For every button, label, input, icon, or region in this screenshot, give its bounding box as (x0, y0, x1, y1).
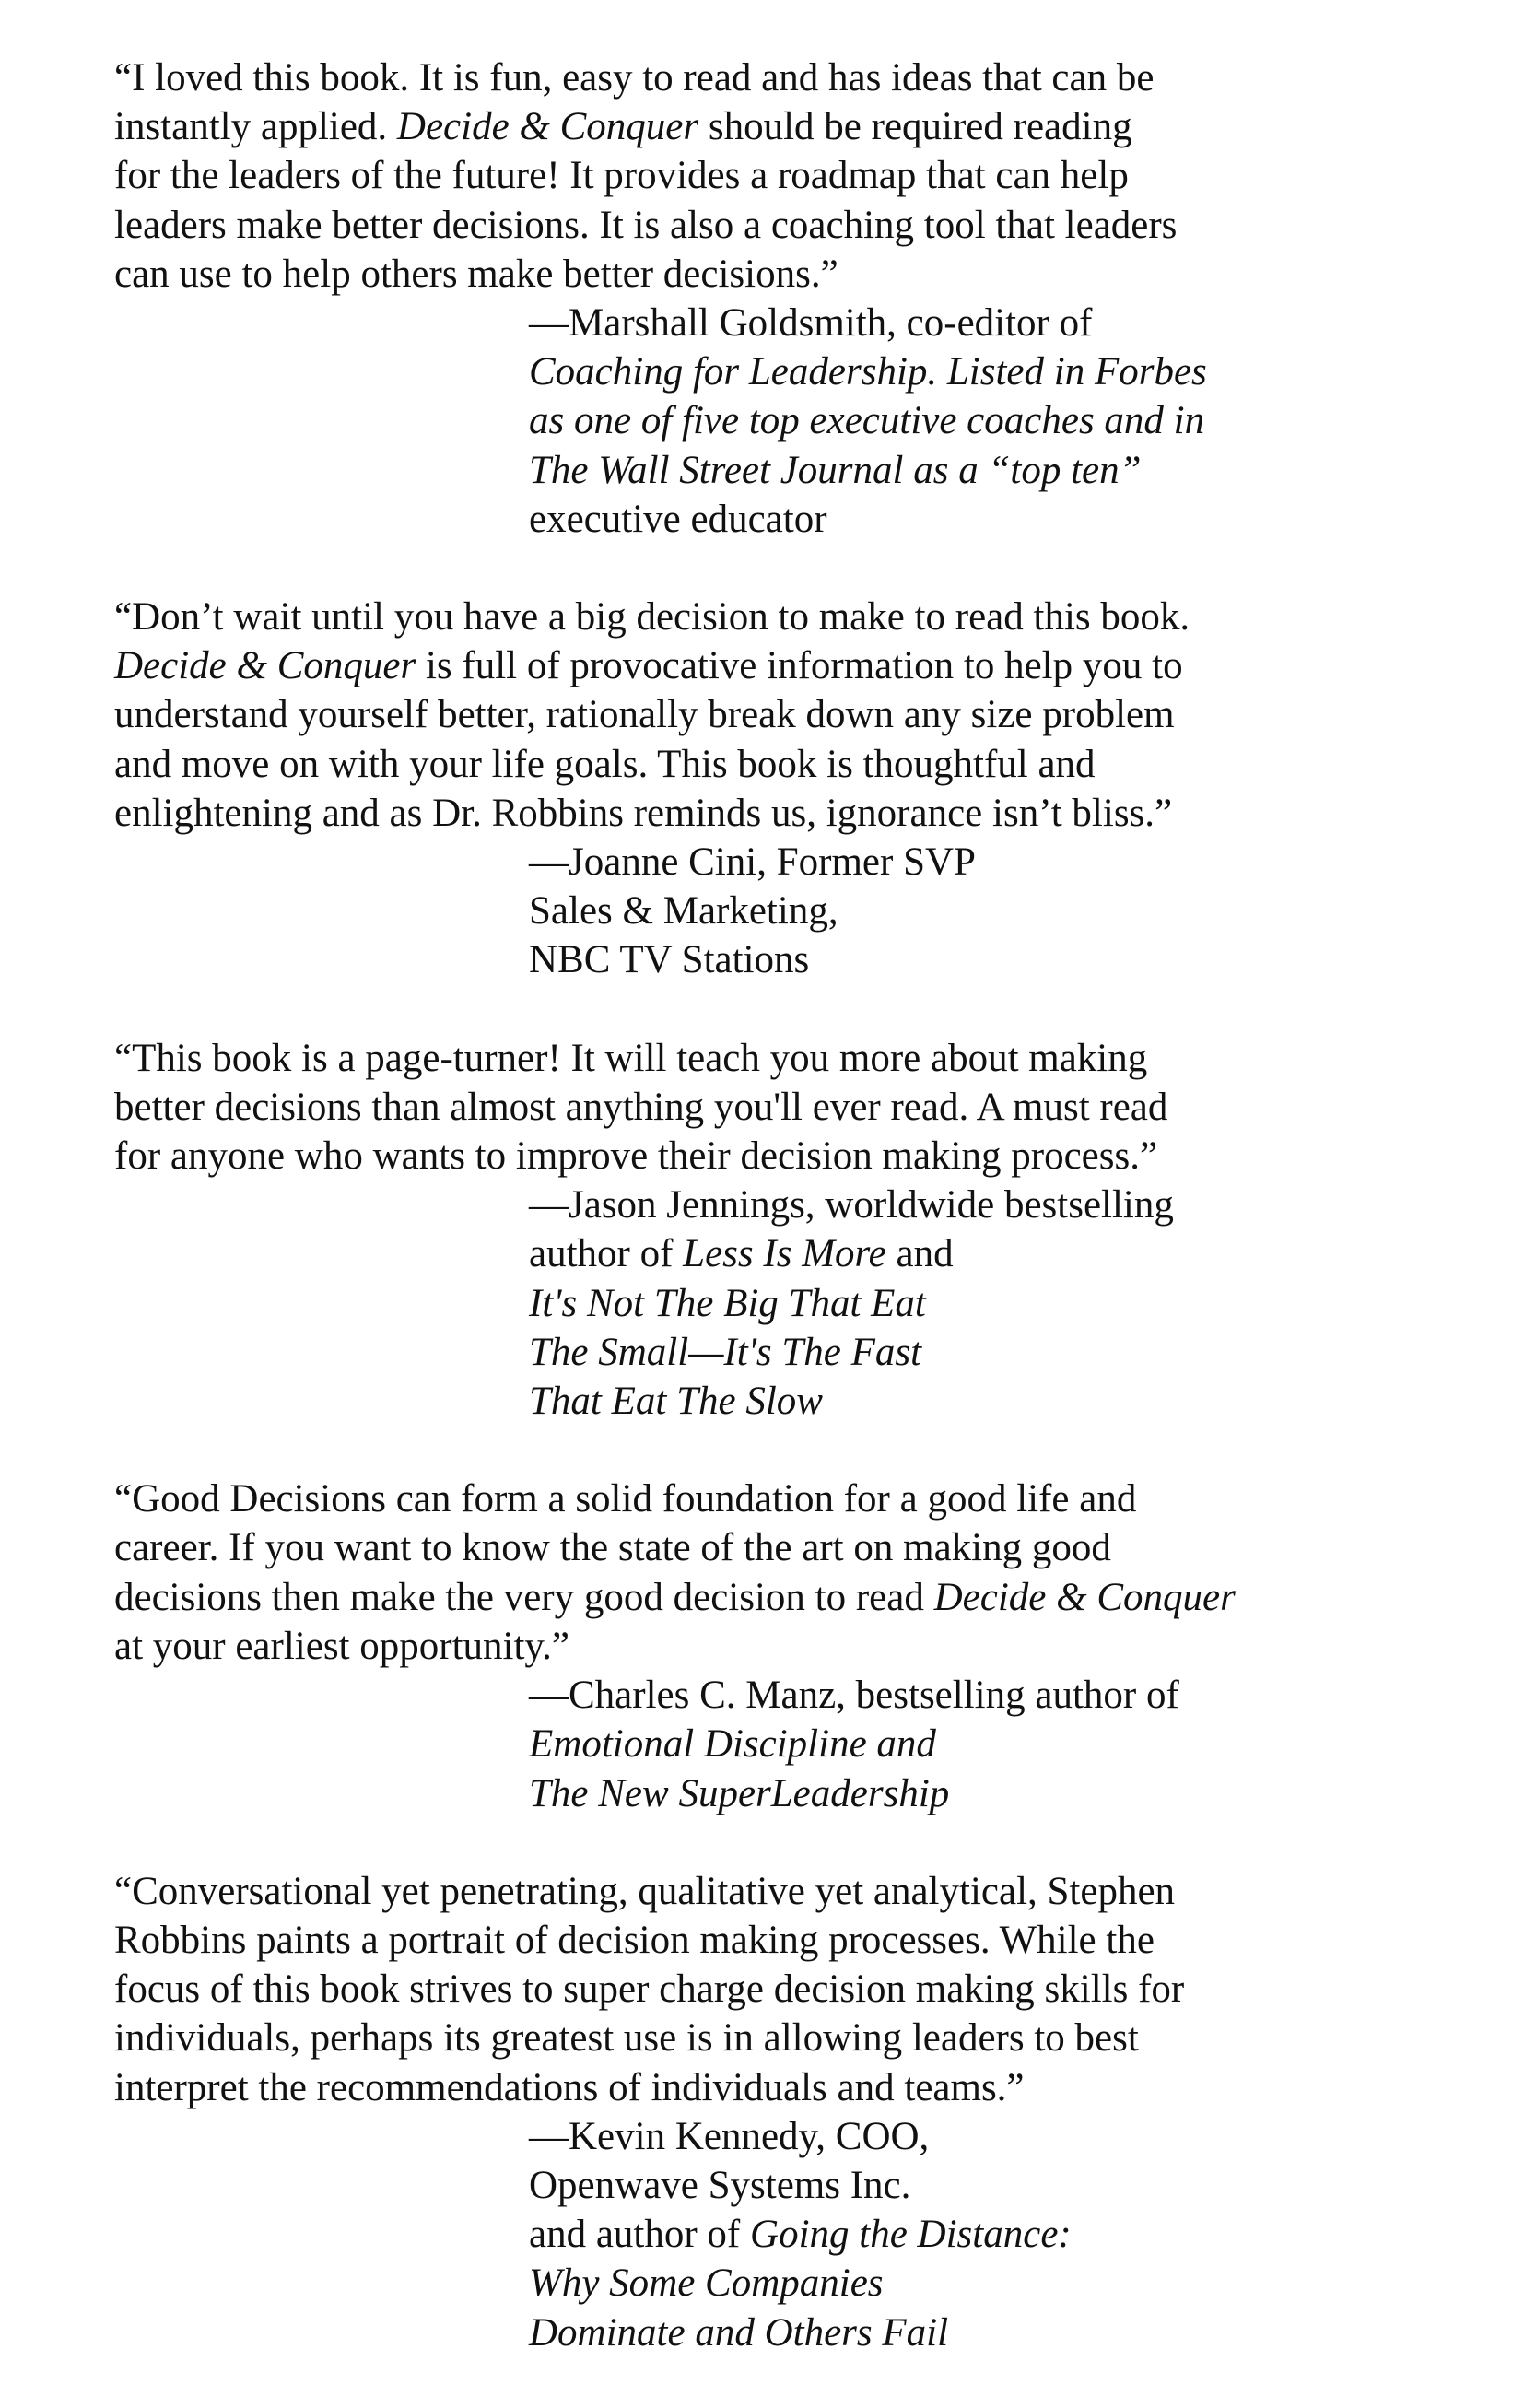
quote-text: instantly applied. (114, 105, 397, 149)
quote-line (114, 102, 1423, 151)
quote-line (114, 789, 1423, 838)
quote-text: focus of this book strives to super charge decision making skills for (114, 1968, 1185, 2012)
quote-line (114, 2063, 1423, 2112)
attribution-text: —Charles C. Manz, bestselling author of (529, 1674, 1179, 1718)
quote-text: “This book is a page-turner! It will teach you more about making (114, 1036, 1148, 1080)
attribution-italic-text: The Wall Street Journal as a “top ten” (529, 448, 1142, 492)
quote-line (114, 151, 1423, 200)
endorsement (114, 1034, 1423, 1427)
endorsement-quote (114, 53, 1423, 299)
quote-text: for the leaders of the future! It provides a roadmap that can help (114, 154, 1129, 198)
attribution-line (529, 495, 1423, 544)
quote-line (114, 740, 1423, 789)
quote-line (114, 201, 1423, 250)
quote-line (114, 1132, 1423, 1181)
quote-text: at your earliest opportunity.” (114, 1624, 569, 1668)
quote-text: leaders make better decisions. It is also a coaching tool that leaders (114, 203, 1178, 247)
quote-text: for anyone who wants to improve their decision making process.” (114, 1134, 1158, 1179)
attribution-text: —Marshall Goldsmith, co-editor of (529, 301, 1093, 346)
attribution-text: —Joanne Cini, Former SVP (529, 840, 976, 885)
attribution-text: Openwave Systems Inc. (529, 2163, 911, 2207)
quote-line (114, 1622, 1423, 1671)
quote-line (114, 1083, 1423, 1132)
quote-line (114, 2014, 1423, 2062)
attribution-line (529, 446, 1423, 495)
quote-line (114, 1474, 1423, 1523)
quote-text: “I loved this book. It is fun, easy to read and has ideas that can be (114, 56, 1155, 100)
attribution-italic-text: The Small—It's The Fast (529, 1330, 922, 1374)
attribution-text: —Kevin Kennedy, COO, (529, 2114, 930, 2158)
attribution-italic-text: Emotional Discipline and (529, 1722, 936, 1767)
attribution-line (529, 2112, 1423, 2161)
attribution-line (529, 2259, 1423, 2308)
quote-italic-text: Decide & Conquer (933, 1575, 1236, 1619)
quote-line (114, 1965, 1423, 2014)
endorsement-attribution (529, 1181, 1423, 1426)
attribution-line (529, 935, 1423, 984)
quote-line (114, 1916, 1423, 1965)
quote-italic-text: Decide & Conquer (114, 644, 416, 688)
quote-line (114, 593, 1423, 641)
attribution-line (529, 1328, 1423, 1377)
attribution-line (529, 1671, 1423, 1720)
attribution-italic-text: Less Is More (683, 1232, 886, 1276)
quote-line (114, 641, 1423, 690)
quote-text: career. If you want to know the state of the art on making good (114, 1526, 1111, 1570)
quote-text: understand yourself better, rationally break down any size problem (114, 693, 1175, 737)
quote-line (114, 1034, 1423, 1083)
endorsement-attribution (529, 299, 1423, 544)
attribution-line (529, 838, 1423, 887)
quote-line (114, 690, 1423, 739)
attribution-line (529, 2161, 1423, 2210)
quote-text: “Good Decisions can form a solid foundation for a good life and (114, 1477, 1137, 1521)
attribution-line (529, 2308, 1423, 2357)
attribution-line (529, 2210, 1423, 2259)
quote-text: should be required reading (698, 105, 1132, 149)
attribution-italic-text: It's Not The Big That Eat (529, 1281, 926, 1325)
attribution-text: Sales & Marketing, (529, 889, 838, 934)
attribution-text: and (885, 1232, 954, 1276)
attribution-line (529, 299, 1423, 347)
quote-text: enlightening and as Dr. Robbins reminds us, ignorance isn’t bliss.” (114, 791, 1173, 835)
attribution-text: —Jason Jennings, worldwide bestselling (529, 1183, 1174, 1227)
attribution-text: executive educator (529, 497, 827, 541)
attribution-text: NBC TV Stations (529, 938, 810, 982)
attribution-line (529, 1720, 1423, 1768)
endorsement (114, 593, 1423, 985)
attribution-italic-text: Coaching for Leadership. Listed in Forbes (529, 350, 1207, 394)
attribution-text: and author of (529, 2213, 751, 2257)
attribution-italic-text: Dominate and Others Fail (529, 2310, 949, 2355)
endorsement-attribution (529, 838, 1423, 985)
quote-text: decisions then make the very good decision to read (114, 1575, 934, 1619)
attribution-line (529, 1279, 1423, 1328)
quote-text: and move on with your life goals. This book is thoughtful and (114, 742, 1096, 786)
quote-text: can use to help others make better decisions.” (114, 252, 838, 296)
quote-text: “Conversational yet penetrating, qualitative yet analytical, Stephen (114, 1869, 1176, 1913)
endorsement-attribution (529, 2112, 1423, 2357)
endorsement-attribution (529, 1671, 1423, 1818)
attribution-italic-text: as one of five top executive coaches and in (529, 399, 1205, 443)
quote-text: better decisions than almost anything you'll ever read. A must read (114, 1085, 1168, 1129)
quote-text: is full of provocative information to help you to (416, 644, 1183, 688)
endorsement (114, 1474, 1423, 1817)
endorsement-quote (114, 593, 1423, 838)
attribution-line (529, 396, 1423, 445)
attribution-text: author of (529, 1232, 684, 1276)
quote-line (114, 250, 1423, 299)
quote-line (114, 1523, 1423, 1572)
quote-text: Robbins paints a portrait of decision making processes. While the (114, 1918, 1155, 1962)
quote-line (114, 53, 1423, 102)
attribution-italic-text: That Eat The Slow (529, 1380, 823, 1424)
endorsements-page (114, 53, 1423, 2406)
quote-italic-text: Decide & Conquer (396, 105, 699, 149)
quote-text: “Don’t wait until you have a big decision to make to read this book. (114, 595, 1190, 640)
quote-text: interpret the recommendations of individuals and teams.” (114, 2065, 1025, 2109)
endorsement-quote (114, 1474, 1423, 1671)
quote-line (114, 1867, 1423, 1916)
endorsement (114, 1867, 1423, 2357)
attribution-italic-text: Going the Distance: (750, 2213, 1072, 2257)
quote-text: individuals, perhaps its greatest use is in allowing leaders to best (114, 2016, 1139, 2061)
attribution-line (529, 347, 1423, 396)
quote-line (114, 1573, 1423, 1622)
endorsement-quote (114, 1867, 1423, 2112)
endorsement-list (114, 53, 1423, 2357)
endorsement-quote (114, 1034, 1423, 1181)
attribution-italic-text: The New SuperLeadership (529, 1771, 950, 1815)
attribution-italic-text: Why Some Companies (529, 2261, 884, 2306)
attribution-line (529, 1377, 1423, 1426)
attribution-line (529, 1181, 1423, 1229)
attribution-line (529, 1769, 1423, 1818)
attribution-line (529, 887, 1423, 935)
endorsement (114, 53, 1423, 544)
attribution-line (529, 1229, 1423, 1278)
